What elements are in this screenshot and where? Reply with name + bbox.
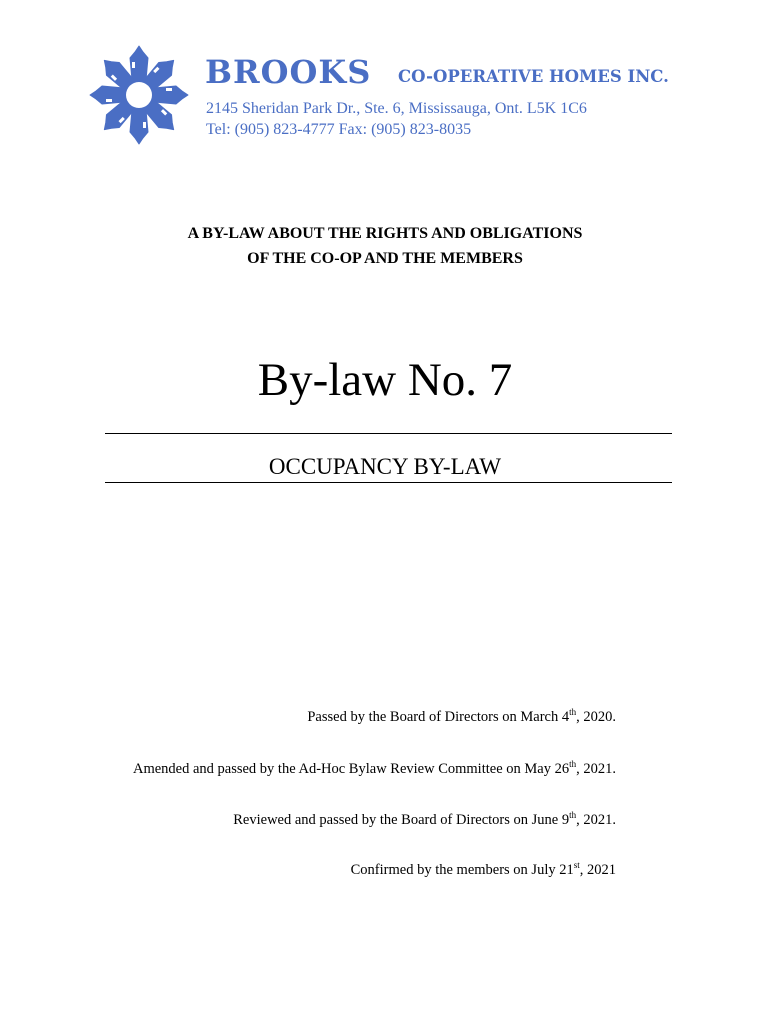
history-text: Passed by the Board of Directors on March 4 — [307, 709, 570, 725]
history-ordinal: st — [573, 860, 580, 871]
history-line-confirmed — [351, 861, 616, 879]
history-text: Amended and passed by the Ad-Hoc Bylaw Review Committee on May 26 — [132, 761, 570, 777]
company-name: BROOKS — [205, 53, 372, 91]
sunburst-logo-icon — [88, 44, 190, 146]
document-heading-line1: A BY-LAW ABOUT THE RIGHTS AND OBLIGATIONS — [187, 225, 583, 242]
history-line-passed — [307, 708, 616, 726]
history-line-amended — [133, 760, 616, 778]
history-text: Confirmed by the members on July 21 — [350, 862, 574, 878]
history-tail: , 2021. — [576, 761, 616, 777]
company-suffix: CO-OPERATIVE HOMES INC. — [398, 67, 669, 86]
divider-bottom — [105, 482, 672, 483]
history-tail: , 2021 — [579, 862, 616, 878]
company-address: 2145 Sheridan Park Dr., Ste. 6, Mississauga, Ont. L5K 1C6 — [206, 100, 587, 117]
history-ordinal: th — [569, 810, 577, 821]
company-phone-fax: Tel: (905) 823-4777 Fax: (905) 823-8035 — [206, 121, 472, 138]
history-tail: , 2021. — [576, 812, 616, 828]
bylaw-title: OCCUPANCY BY-LAW — [268, 454, 502, 479]
history-text: Reviewed and passed by the Board of Directors on June 9 — [233, 812, 570, 828]
history-tail: , 2020. — [576, 709, 616, 725]
bylaw-number: By-law No. 7 — [257, 354, 513, 406]
history-ordinal: th — [569, 707, 577, 718]
divider-top — [105, 433, 672, 434]
history-ordinal: th — [569, 759, 577, 770]
history-line-reviewed — [233, 811, 616, 829]
document-heading-line2: OF THE CO-OP AND THE MEMBERS — [247, 250, 523, 267]
